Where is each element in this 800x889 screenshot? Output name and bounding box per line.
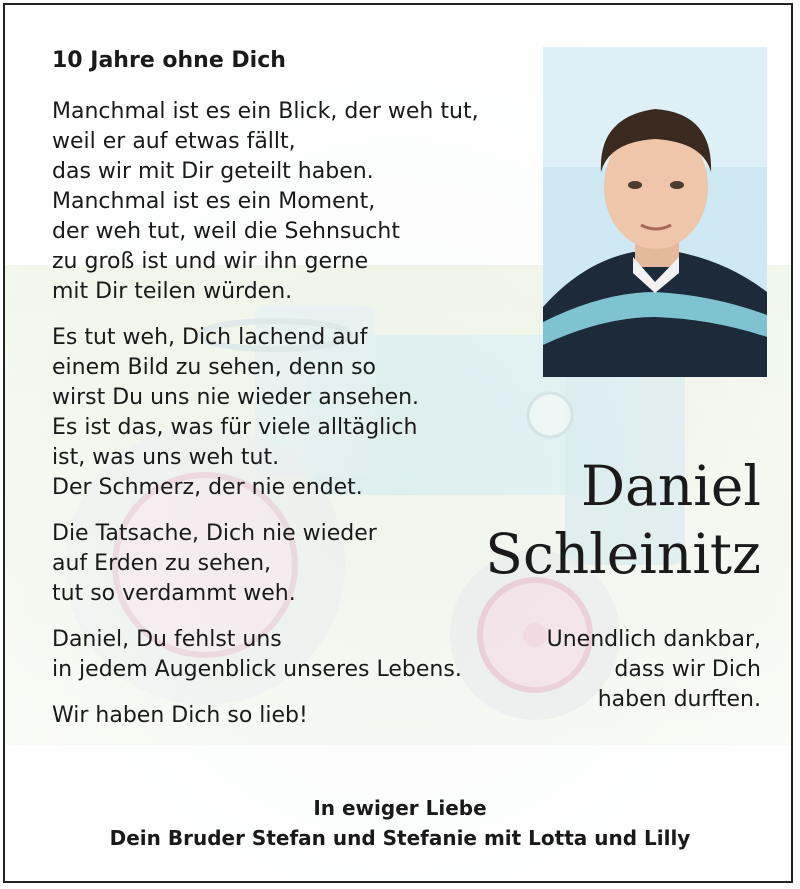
poem-line: in jedem Augenblick unseres Lebens. bbox=[52, 657, 462, 682]
gratitude-line: haben durften. bbox=[597, 687, 761, 712]
heading-title: 10 Jahre ohne Dich bbox=[52, 48, 286, 73]
signature-line: Dein Bruder Stefan und Stefanie mit Lotta und Lilly bbox=[109, 826, 691, 850]
poem-line: Es tut weh, Dich lachend auf bbox=[52, 325, 368, 350]
gratitude-line: Unendlich dankbar, bbox=[546, 627, 761, 652]
poem-line: einem Bild zu sehen, denn so bbox=[52, 355, 377, 380]
poem-line: Manchmal ist es ein Moment, bbox=[52, 189, 376, 214]
poem-line: tut so verdammt weh. bbox=[52, 581, 296, 606]
poem-line: auf Erden zu sehen, bbox=[52, 551, 272, 576]
poem-line: Die Tatsache, Dich nie wieder bbox=[52, 521, 377, 546]
poem-line: wirst Du uns nie wieder ansehen. bbox=[52, 385, 420, 410]
poem-line: der weh tut, weil die Sehnsucht bbox=[52, 219, 400, 244]
poem-line: Daniel, Du fehlst uns bbox=[52, 627, 282, 652]
poem-line: Manchmal ist es ein Blick, der weh tut, bbox=[52, 99, 479, 124]
first-name: Daniel bbox=[580, 454, 761, 518]
poem-line: weil er auf etwas fällt, bbox=[52, 129, 296, 154]
poem-stanza bbox=[52, 625, 532, 685]
poem-stanza bbox=[52, 323, 532, 503]
last-name: Schleinitz bbox=[485, 522, 761, 586]
signature-line: In ewiger Liebe bbox=[313, 796, 487, 820]
poem-line: zu groß ist und wir ihn gerne bbox=[52, 249, 369, 274]
gratitude-text bbox=[547, 625, 761, 715]
portrait-photo bbox=[543, 47, 767, 377]
poem-stanza bbox=[52, 97, 532, 307]
poem-line: das wir mit Dir geteilt haben. bbox=[52, 159, 374, 184]
poem-line: mit Dir teilen würden. bbox=[52, 279, 293, 304]
deceased-name bbox=[485, 452, 761, 588]
obituary-frame bbox=[3, 3, 793, 883]
poem-line: ist, was uns weh tut. bbox=[52, 445, 280, 470]
poem-line: Es ist das, was für viele alltäglich bbox=[52, 415, 418, 440]
poem-stanza bbox=[52, 519, 532, 609]
poem-stanza bbox=[52, 701, 532, 731]
gratitude-line: dass wir Dich bbox=[614, 657, 761, 682]
poem-line: Wir haben Dich so lieb! bbox=[52, 703, 308, 728]
poem bbox=[52, 97, 532, 747]
family-signature bbox=[5, 793, 793, 853]
poem-line: Der Schmerz, der nie endet. bbox=[52, 475, 363, 500]
